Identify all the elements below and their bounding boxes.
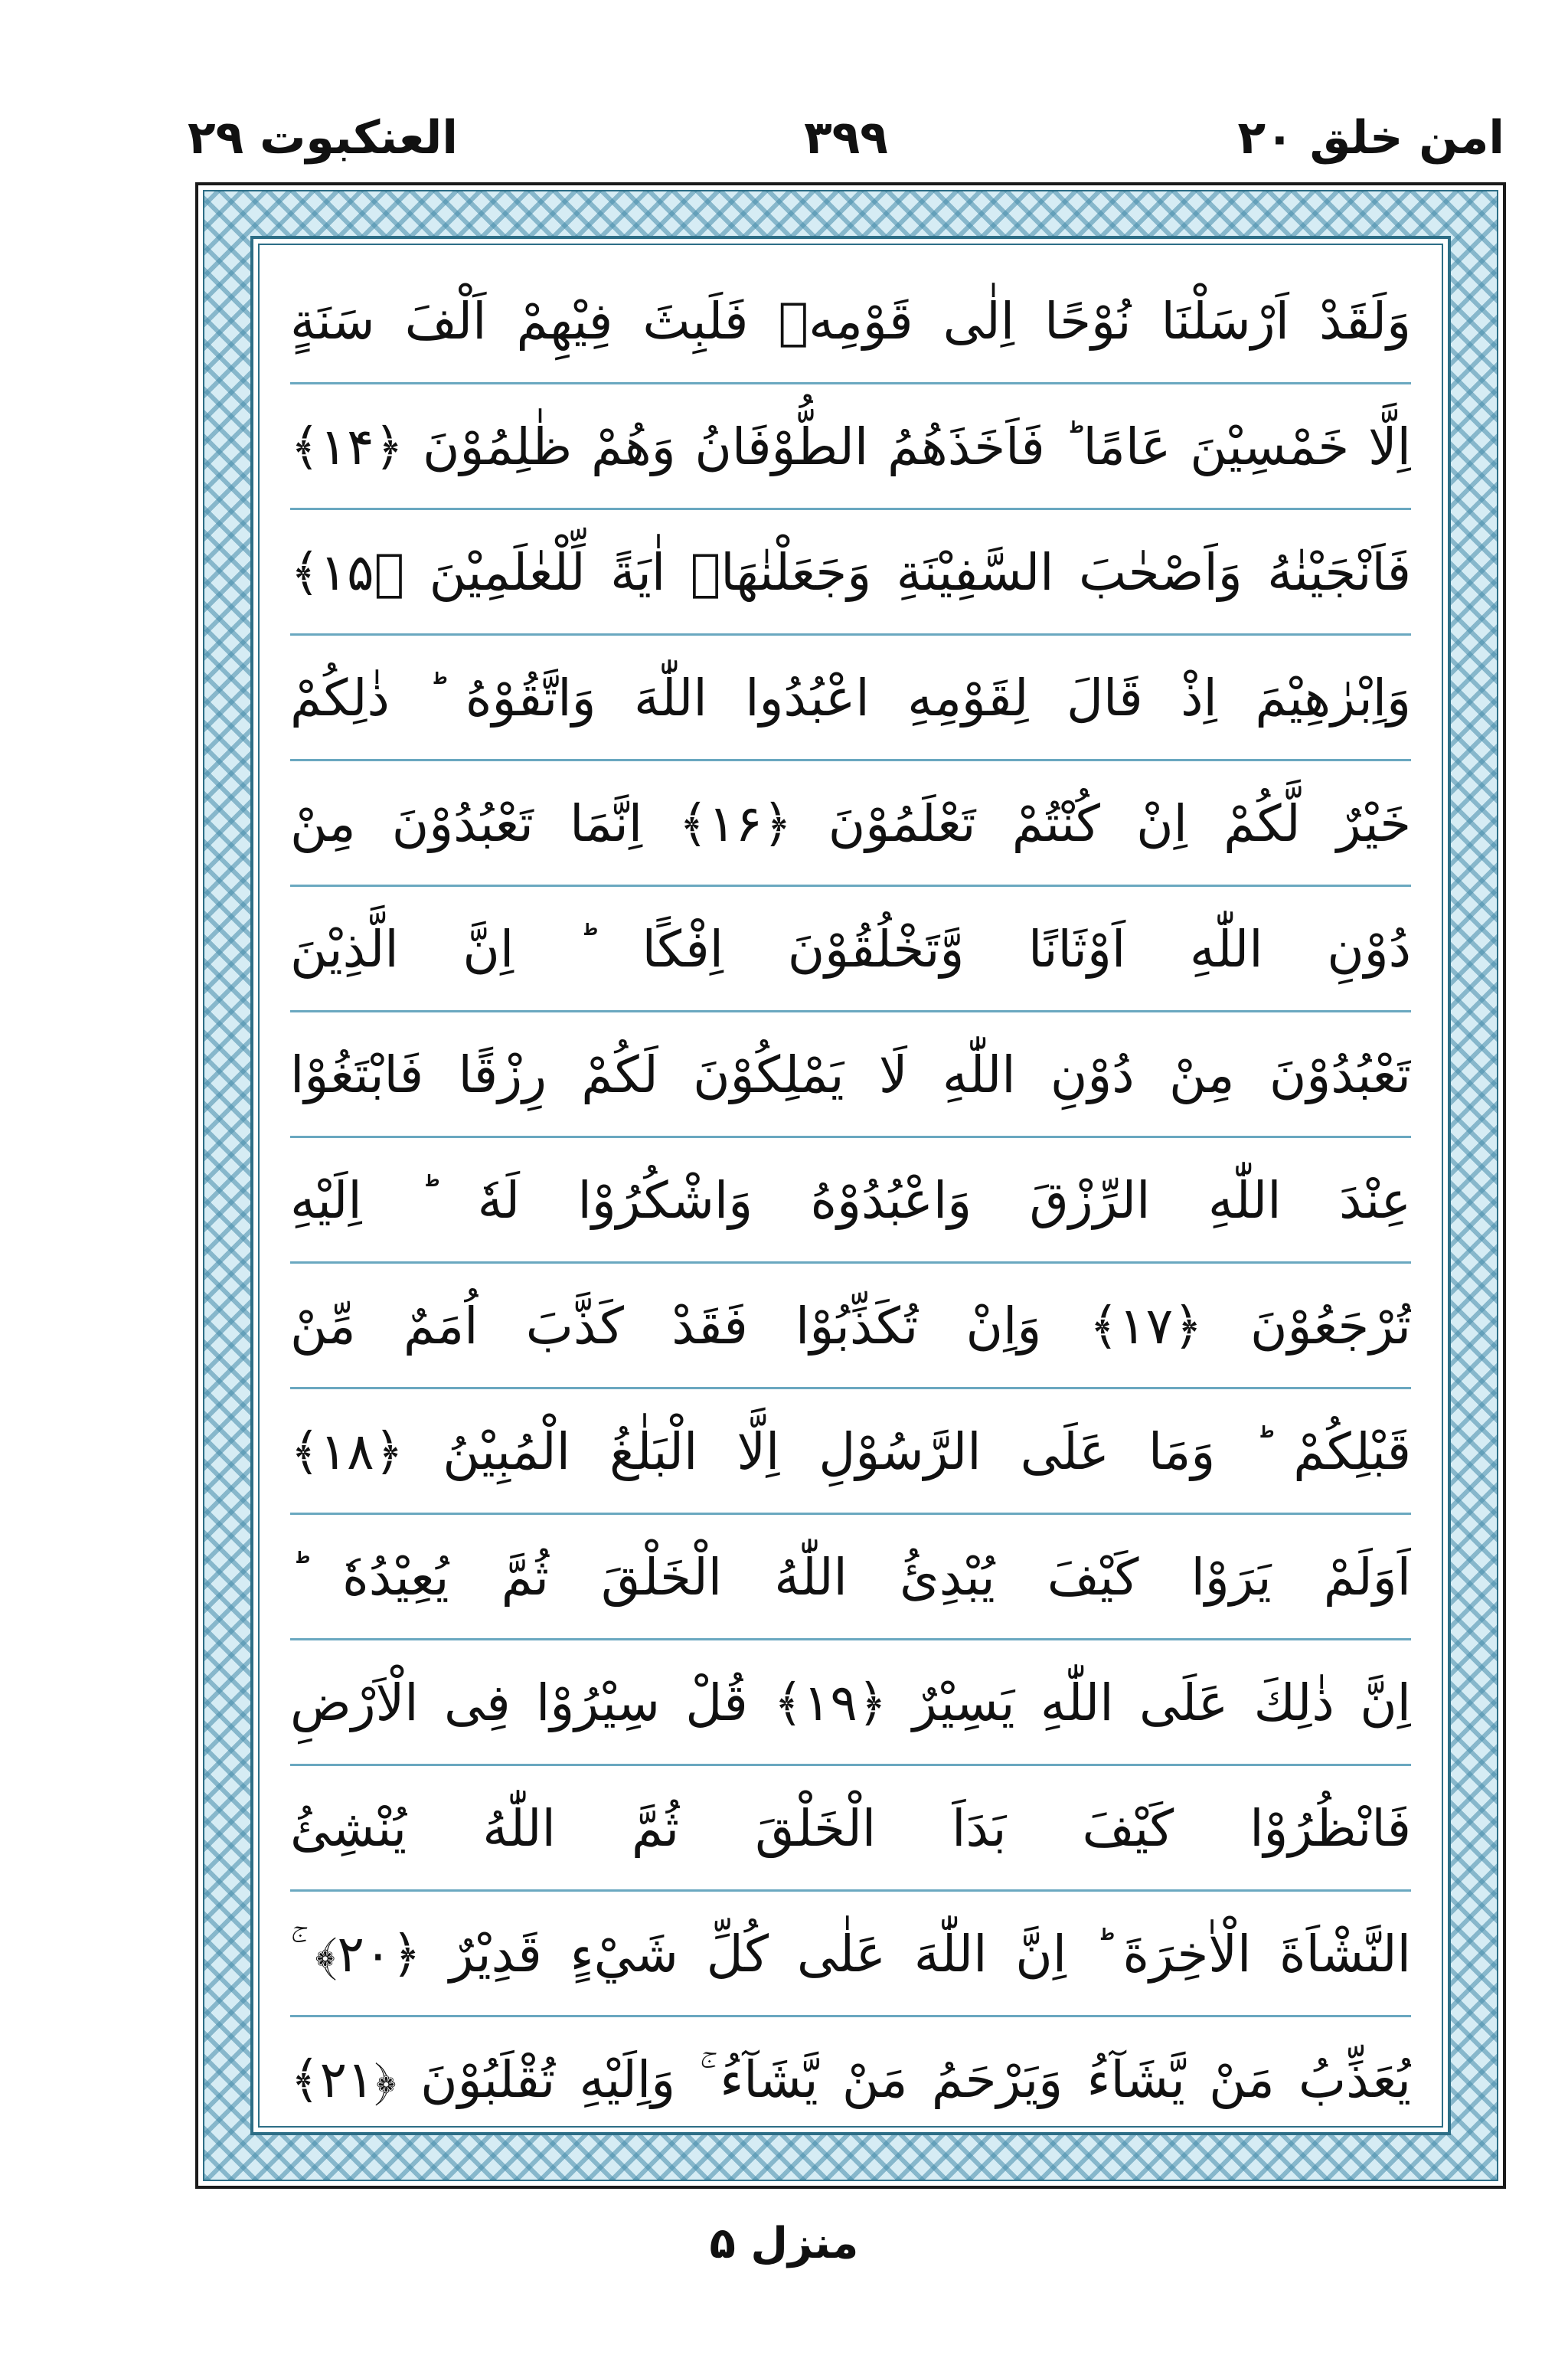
text-line-10: قَبْلِكُمْ ؕ وَمَا عَلَى الرَّسُوْلِ اِلَّا الْبَلٰغُ الْمُبِيْنُ ﴿۱۸﴾ [290, 1389, 1411, 1515]
manzil-footer: منزل ۵ [709, 2219, 859, 2268]
text-line-4: وَاِبْرٰهِيْمَ اِذْ قَالَ لِقَوْمِهِ اعْبُدُوا اللّٰهَ وَاتَّقُوْهُ ؕ ذٰلِكُمْ [290, 636, 1411, 761]
text-line-14: النَّشْاَةَ الْاٰخِرَةَ ؕ اِنَّ اللّٰهَ عَلٰى كُلِّ شَيْءٍ قَدِيْرٌ ﴿۲۰﴾ ۚ [290, 1892, 1411, 2017]
text-line-12: اِنَّ ذٰلِكَ عَلَى اللّٰهِ يَسِيْرٌ ﴿۱۹﴾ قُلْ سِيْرُوْا فِى الْاَرْضِ [290, 1640, 1411, 1766]
text-line-8: عِنْدَ اللّٰهِ الرِّزْقَ وَاعْبُدُوْهُ وَاشْكُرُوْا لَهٗ ؕ اِلَيْهِ [290, 1138, 1411, 1264]
text-line-3: فَاَنْجَيْنٰهُ وَاَصْحٰبَ السَّفِيْنَةِ وَجَعَلْنٰهَاۤ اٰيَةً لِّلْعٰلَمِيْنَ ﴿۱۵﴾ [290, 510, 1411, 636]
quran-text-area [258, 244, 1443, 2128]
text-line-15: يُعَذِّبُ مَنْ يَّشَآءُ وَيَرْحَمُ مَنْ يَّشَآءُ ۚ وَاِلَيْهِ تُقْلَبُوْنَ ﴿۲۱﴾ [290, 2050, 1411, 2109]
para-name: امن خلق ۲۰ [1237, 111, 1504, 165]
text-line-2: اِلَّا خَمْسِيْنَ عَامًا ؕ فَاَخَذَهُمُ الطُّوْفَانُ وَهُمْ ظٰلِمُوْنَ ﴿۱۴﴾ [290, 384, 1411, 510]
surah-name: العنکبوت ۲۹ [188, 111, 458, 165]
text-line-6: دُوْنِ اللّٰهِ اَوْثَانًا وَّتَخْلُقُوْنَ اِفْكًا ؕ اِنَّ الَّذِيْنَ [290, 887, 1411, 1012]
text-line-1: وَلَقَدْ اَرْسَلْنَا نُوْحًا اِلٰى قَوْمِهٖ فَلَبِثَ فِيْهِمْ اَلْفَ سَنَةٍ [290, 259, 1411, 384]
page-number: ۳۹۹ [804, 111, 888, 165]
page-header [188, 100, 1504, 176]
text-line-11: اَوَلَمْ يَرَوْا كَيْفَ يُبْدِئُ اللّٰهُ الْخَلْقَ ثُمَّ يُعِيْدُهٗ ؕ [290, 1515, 1411, 1640]
text-line-5: خَيْرٌ لَّكُمْ اِنْ كُنْتُمْ تَعْلَمُوْنَ ﴿۱۶﴾ اِنَّمَا تَعْبُدُوْنَ مِنْ [290, 761, 1411, 887]
text-line-13: فَانْظُرُوْا كَيْفَ بَدَاَ الْخَلْقَ ثُمَّ اللّٰهُ يُنْشِئُ [290, 1766, 1411, 1892]
text-line-9: تُرْجَعُوْنَ ﴿۱۷﴾ وَاِنْ تُكَذِّبُوْا فَقَدْ كَذَّبَ اُمَمٌ مِّنْ [290, 1264, 1411, 1389]
text-line-7: تَعْبُدُوْنَ مِنْ دُوْنِ اللّٰهِ لَا يَمْلِكُوْنَ لَكُمْ رِزْقًا فَابْتَغُوْا [290, 1012, 1411, 1138]
